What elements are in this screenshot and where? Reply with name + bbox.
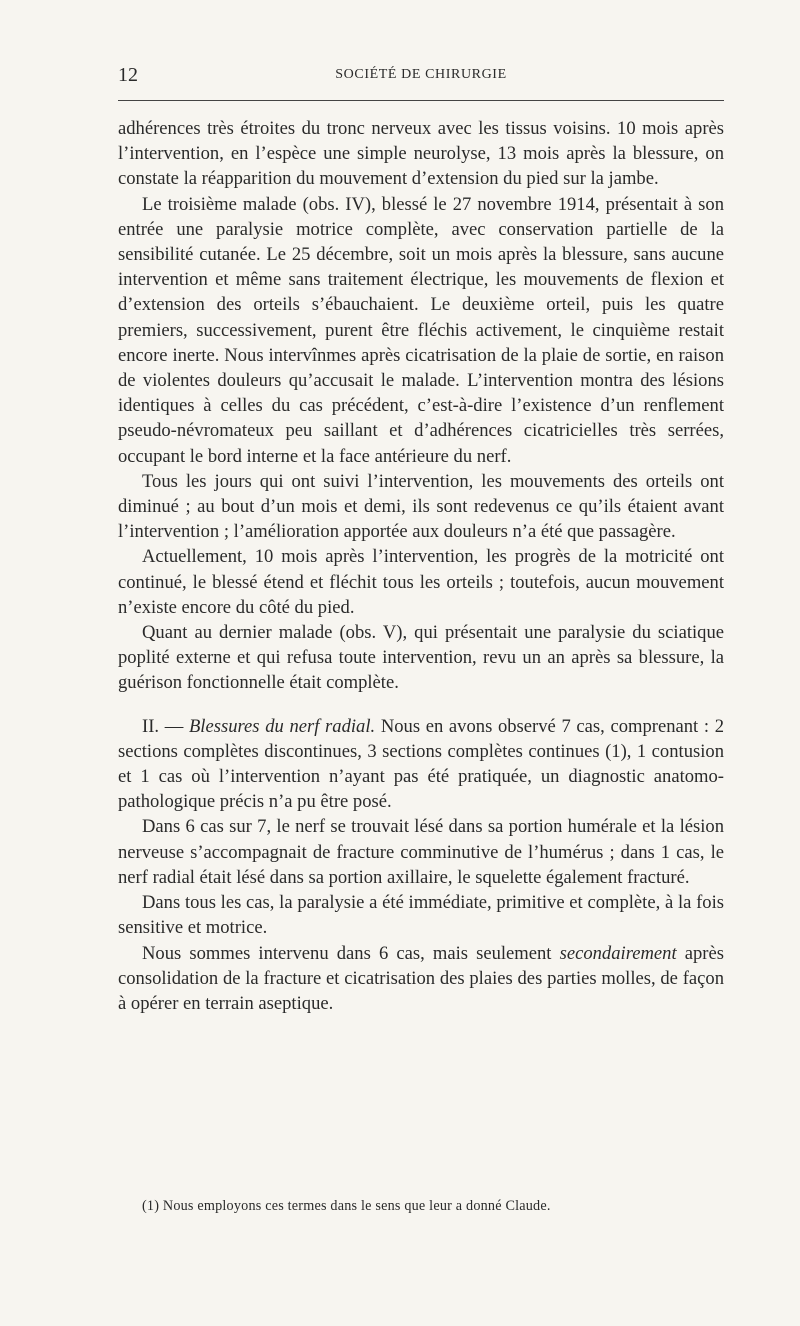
paragraph-9-italic: secondairement <box>559 942 677 964</box>
body-text <box>118 116 724 1016</box>
paragraph-7: Dans 6 cas sur 7, le nerf se trouvait lésé dans sa portion humérale et la lésion nerveuse s’accompagnait de fracture comminutive de l’humérus ; dans 1 cas, le nerf radial était lésé dans sa portion axillaire, le squelette également fracturé. <box>118 816 724 888</box>
paragraph-9-start: Nous sommes intervenu dans 6 cas, mais seulement <box>142 942 560 964</box>
paragraph-2: Le troisième malade (obs. IV), blessé le 27 novembre 1914, présentait à son entrée une paralysie motrice complète, avec conservation partielle de la sensibilité cutanée. Le 25 décembre, soit un mois après la blessure, sans aucune intervention et même sans traitement électrique, les mouvements de flexion et d’extension des orteils s’ébauchaient. Le deuxième orteil, puis les quatre premiers, successivement, purent être fléchis activement, le cinquième restait encore inerte. Nous intervînmes après cicatrisation de la plaie de sortie, en raison de violentes douleurs qu’accusait le malade. L’intervention montra des lésions identiques à celles du cas précédent, c’est-à-dire l’existence d’un renflement pseudo-névromateux peu saillant et d’adhérences cicatricielles très serrées, occupant le bord interne et la face antérieure du nerf. <box>118 193 724 467</box>
paragraph-1: adhérences très étroites du tronc nerveux avec les tissus voisins. 10 mois après l’intervention, en l’espèce une simple neurolyse, 13 mois après la blessure, on constate la réapparition du mouvement d’extension du pied sur la jambe. <box>118 118 724 190</box>
paragraph-8: Dans tous les cas, la paralysie a été immédiate, primitive et complète, à la fois sensitive et motrice. <box>118 892 724 939</box>
paragraph-6-text: Nous en avons observé 7 cas, comprenant : 2 sections complètes discontinues, 3 sections complètes continues (1), 1 contusion et 1 cas où l’intervention n’ayant pas été pratiquée, un diagnostic anatomo-pathologique précis n’a pu être posé. <box>118 715 724 813</box>
header-rule <box>118 100 724 101</box>
paragraph-5: Quant au dernier malade (obs. V), qui présentait une paralysie du sciatique poplité externe et qui refusa toute intervention, revu un an après sa blessure, la guérison fonctionnelle était complète. <box>118 622 724 694</box>
paragraph-6 <box>118 714 724 815</box>
running-head: SOCIÉTÉ DE CHIRURGIE <box>335 67 507 82</box>
paragraph-4: Actuellement, 10 mois après l’intervention, les progrès de la motricité ont continué, le blessé étend et fléchit tous les orteils ; toutefois, aucun mouvement n’existe encore du côté du pied. <box>118 546 724 618</box>
footnote: (1) Nous employons ces termes dans le sens que leur a donné Claude. <box>142 1198 551 1214</box>
paragraph-3: Tous les jours qui ont suivi l’intervention, les mouvements des orteils ont diminué ; au bout d’un mois et demi, ils sont redevenus ce qu’ils étaient avant l’intervention ; l’amélioration apportée aux douleurs n’a été que passagère. <box>118 470 724 543</box>
section-gap <box>118 696 724 714</box>
paragraph-9 <box>118 941 724 1017</box>
section-title: Blessures du nerf radial. <box>188 715 376 737</box>
page-header <box>118 64 724 94</box>
section-number: II. — <box>142 715 189 737</box>
page-number: 12 <box>118 64 138 86</box>
paragraph-9-end: après consolidation de la fracture et cicatrisation des plaies des parties molles, de façon à opérer en terrain aseptique. <box>118 942 724 1014</box>
